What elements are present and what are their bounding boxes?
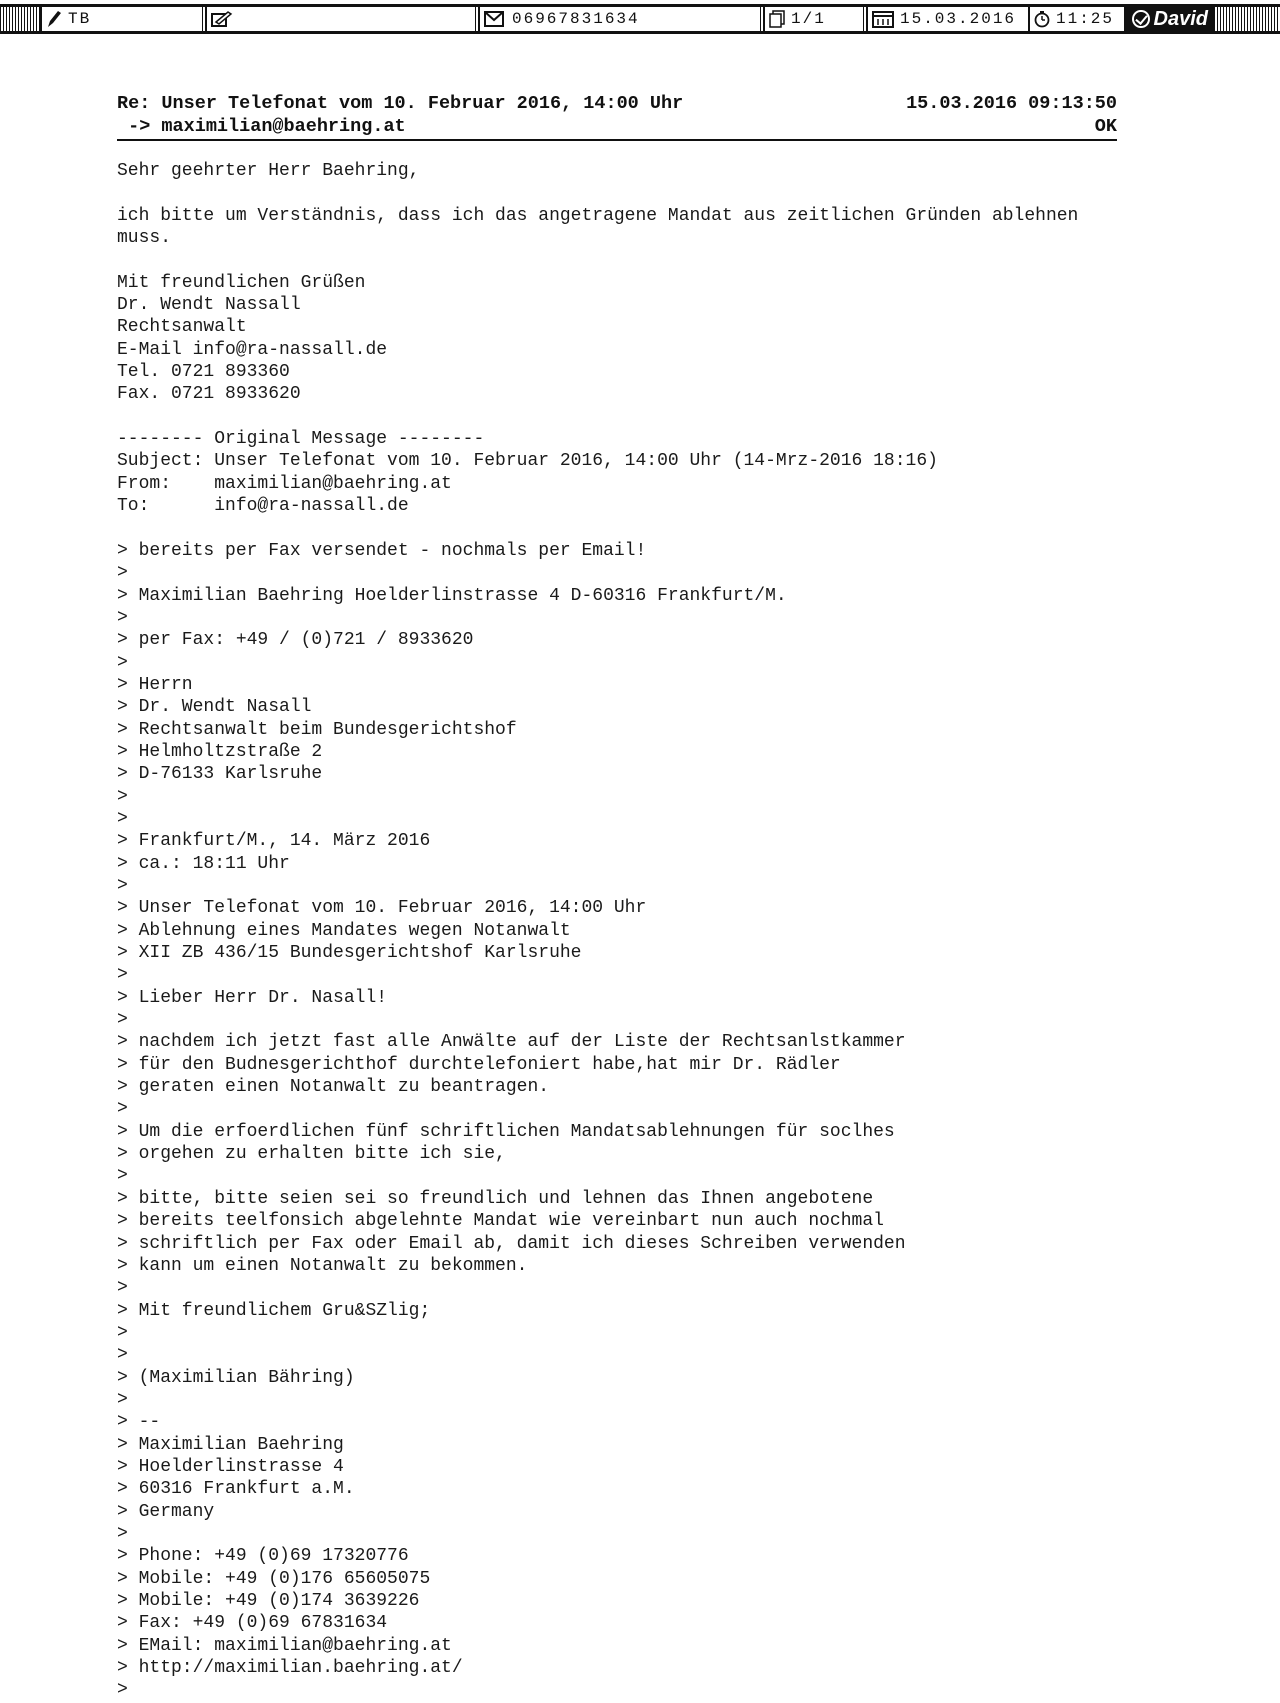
message-recipient: -> maximilian@baehring.at [117, 116, 406, 137]
fax-icon [484, 10, 506, 28]
body-line: Tel. 0721 893360 [117, 362, 290, 383]
fax-pages: 1/1 [791, 10, 826, 28]
body-line: > [117, 808, 128, 829]
fax-time: 11:25 [1056, 10, 1115, 28]
body-line: > ca.: 18:11 Uhr [117, 853, 290, 874]
pen-icon [46, 10, 62, 28]
fax-sign-segment [205, 7, 475, 31]
body-line: > 60316 Frankfurt a.M. [117, 1479, 355, 1500]
body-line: > kann um einen Notanwalt zu bekommen. [117, 1255, 528, 1276]
body-line: > [117, 607, 128, 628]
body-line: Dr. Wendt Nassall [117, 295, 301, 316]
david-logo-text: David [1153, 7, 1208, 30]
body-line: > EMail: maximilian@baehring.at [117, 1635, 452, 1656]
fax-number-segment [478, 7, 760, 31]
body-line: > Frankfurt/M., 14. März 2016 [117, 831, 431, 852]
body-line: > nachdem ich jetzt fast alle Anwälte auf der Liste der Rechtsanlstkammer [117, 1032, 906, 1053]
fax-number: 06967831634 [512, 10, 640, 28]
body-line: > XII ZB 436/15 Bundesgerichtshof Karlsruhe [117, 943, 582, 964]
body-line: > Fax: +49 (0)69 67831634 [117, 1613, 388, 1634]
body-line: > [117, 563, 128, 584]
body-line: > [117, 1389, 128, 1410]
body-line: > [117, 1166, 128, 1187]
body-line: > [117, 1523, 128, 1544]
body-line: > Ablehnung eines Mandates wegen Notanwalt [117, 920, 571, 941]
fax-pages-segment [763, 7, 863, 31]
body-line: From: maximilian@baehring.at [117, 473, 452, 494]
body-line: Fax. 0721 8933620 [117, 384, 301, 405]
body-line: Sehr geehrter Herr Baehring, [117, 161, 420, 181]
body-line: > [117, 786, 128, 807]
sign-icon [211, 10, 233, 28]
email-document [117, 92, 1117, 1702]
fax-header-hatch [0, 7, 40, 31]
message-sent-datetime: 15.03.2016 09:13:50 [906, 93, 1117, 114]
david-logo-icon [1124, 7, 1214, 31]
fax-sender-id: TB [68, 10, 92, 28]
body-line: > per Fax: +49 / (0)721 / 8933620 [117, 630, 474, 651]
fax-header-bar [0, 4, 1280, 34]
body-line: > [117, 876, 128, 896]
body-line: To: info@ra-nassall.de [117, 496, 409, 517]
body-line: > Mobile: +49 (0)174 3639226 [117, 1591, 420, 1611]
body-line: > Herrn [117, 674, 193, 695]
body-line: > (Maximilian Bähring) [117, 1367, 355, 1388]
body-line: muss. [117, 228, 172, 249]
fax-date-segment [866, 7, 1028, 31]
body-line: > schriftlich per Fax oder Email ab, damit ich dieses Schreiben verwenden [117, 1233, 906, 1254]
body-line: > -- [117, 1412, 161, 1433]
body-line: > Phone: +49 (0)69 17320776 [117, 1546, 409, 1567]
body-line: > [117, 965, 128, 986]
body-line: Subject: Unser Telefonat vom 10. Februar 2016, 14:00 Uhr (14-Mrz-2016 18:16) [117, 451, 938, 472]
body-line: > für den Budnesgerichthof durchtelefoniert habe,hat mir Dr. Rädler [117, 1054, 841, 1075]
body-line: > bitte, bitte seien sei so freundlich und lehnen das Ihnen angebotene [117, 1188, 874, 1209]
body-line: > D-76133 Karlsruhe [117, 764, 323, 785]
body-line: Rechtsanwalt [117, 317, 247, 338]
body-line: > Mit freundlichem Gru&SZlig; [117, 1300, 431, 1321]
body-line: > Maximilian Baehring [117, 1434, 344, 1455]
body-line: > [117, 1010, 128, 1031]
body-line: > [117, 652, 128, 673]
body-line [117, 518, 1117, 540]
body-line: > Dr. Wendt Nasall [117, 697, 312, 718]
fax-time-segment [1028, 7, 1124, 31]
body-line: > bereits per Fax versendet - nochmals per Email! [117, 540, 647, 561]
body-line: E-Mail info@ra-nassall.de [117, 339, 388, 360]
clock-icon [1034, 10, 1050, 28]
body-line: > orgehen zu erhalten bitte ich sie, [117, 1144, 506, 1165]
body-line: > bereits teelfonsich abgelehnte Mandat wie vereinbart nun auch nochmal [117, 1211, 884, 1232]
body-line: > [117, 1680, 128, 1701]
body-line [117, 182, 1117, 204]
message-body [117, 160, 1117, 1702]
message-status: OK [1094, 116, 1117, 137]
body-line: > [117, 1345, 128, 1366]
fax-sender-segment [40, 7, 202, 31]
fax-header-hatch [1214, 7, 1280, 31]
david-logo-mark [1132, 10, 1150, 28]
body-line: > Maximilian Baehring Hoelderlinstrasse 4 D-60316 Frankfurt/M. [117, 585, 787, 606]
body-line: > Unser Telefonat vom 10. Februar 2016, 14:00 Uhr [117, 898, 647, 919]
body-line: Mit freundlichen Grüßen [117, 272, 366, 293]
body-line: > [117, 1322, 128, 1343]
body-line: > Mobile: +49 (0)176 65605075 [117, 1568, 431, 1589]
body-line: > Lieber Herr Dr. Nasall! [117, 987, 388, 1008]
body-line: > Um die erfoerdlichen fünf schriftlichen Mandatsablehnungen für soclhes [117, 1121, 895, 1142]
message-recipient-row [117, 115, 1117, 141]
body-line: > Germany [117, 1501, 215, 1522]
body-line: ich bitte um Verständnis, dass ich das angetragene Mandat aus zeitlichen Gründen ablehnen [117, 205, 1079, 226]
body-line: > http://maximilian.baehring.at/ [117, 1658, 463, 1679]
body-line: > geraten einen Notanwalt zu beantragen. [117, 1077, 550, 1098]
body-line: -------- Original Message -------- [117, 429, 485, 450]
body-line: > [117, 1278, 128, 1299]
body-line: > Rechtsanwalt beim Bundesgerichtshof [117, 719, 517, 740]
message-subject-row [117, 92, 1117, 115]
body-line: > Helmholtzstraße 2 [117, 741, 323, 762]
calendar-icon [872, 10, 894, 28]
fax-date: 15.03.2016 [900, 10, 1017, 28]
pages-icon [769, 10, 785, 28]
body-line [117, 406, 1117, 428]
body-line: > [117, 1099, 128, 1120]
message-subject: Re: Unser Telefonat vom 10. Februar 2016, 14:00 Uhr [117, 93, 684, 114]
body-line [117, 249, 1117, 271]
body-line: > Hoelderlinstrasse 4 [117, 1456, 344, 1477]
